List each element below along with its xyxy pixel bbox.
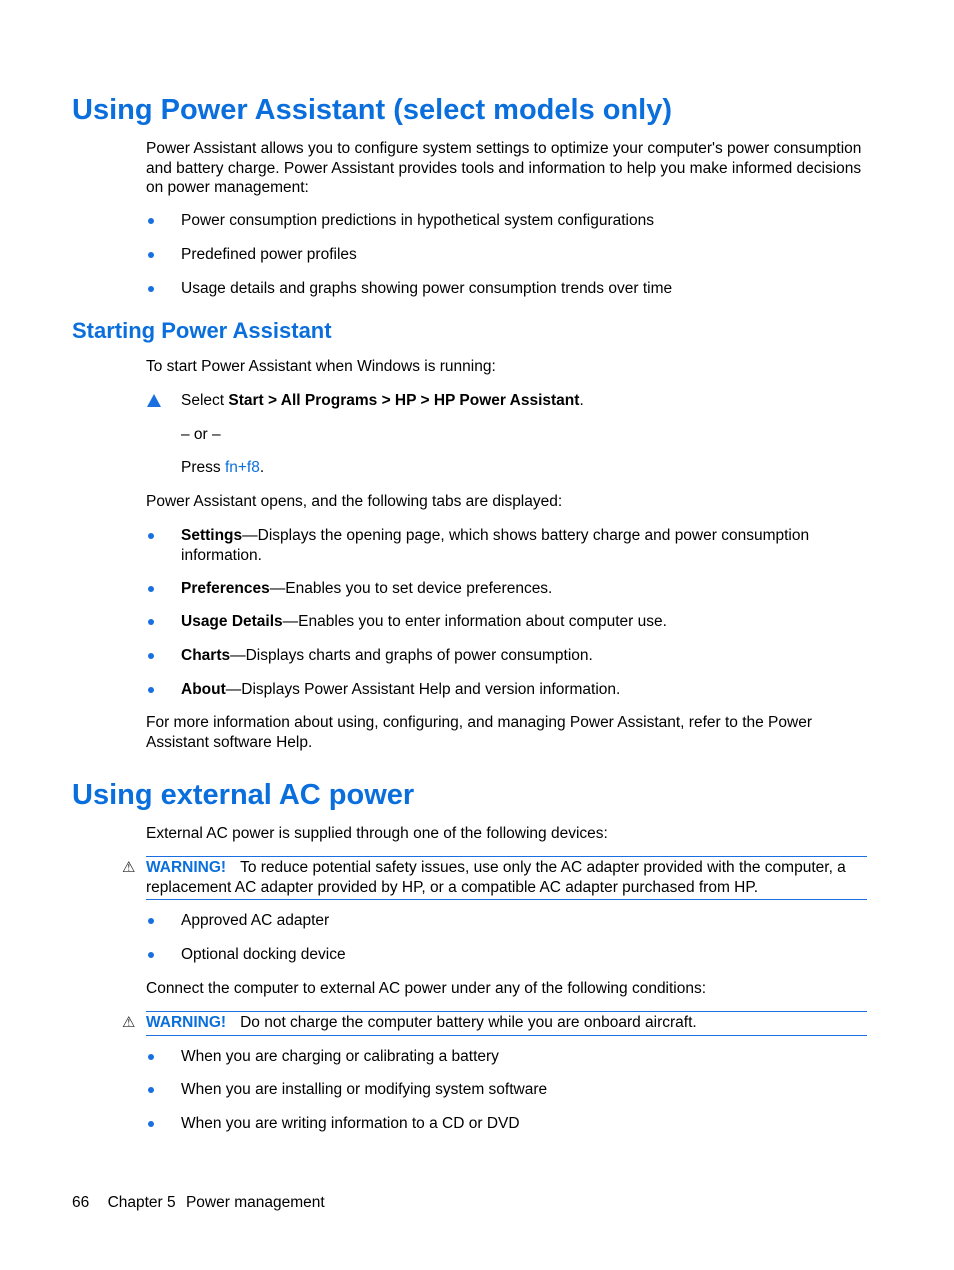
key-combo-link[interactable]: fn+f8 [224, 459, 260, 476]
list-item-text: When you are installing or modifying system software [181, 1081, 548, 1098]
bullet-dot [148, 619, 154, 625]
list-item-text: Optional docking device [181, 946, 346, 963]
tab-desc: —Enables you to enter information about computer use. [282, 613, 667, 630]
tab-name: Usage Details [181, 613, 283, 630]
page-title: Using Power Assistant (select models only) [72, 94, 673, 126]
paragraph: External AC power is supplied through one of the following devices: [146, 825, 608, 842]
list-item-text: Predefined power profiles [181, 246, 357, 263]
bullet-dot [148, 218, 154, 224]
list-item [146, 680, 871, 700]
list-item [146, 646, 871, 666]
list-item [146, 579, 871, 599]
list-item [146, 211, 871, 231]
tab-name: Preferences [181, 580, 270, 597]
intro-paragraph: Power Assistant allows you to configure system settings to optimize your computer's power consumption and battery charge. Power Assistant provides tools and information to help you make informed decisions on power management: [146, 140, 862, 196]
bullet-dot [148, 286, 154, 292]
or-separator: – or – [181, 426, 221, 443]
tab-name: Settings [181, 527, 243, 544]
bullet-dot [148, 952, 154, 958]
tab-desc: —Enables you to set device preferences. [269, 580, 553, 597]
press-suffix: . [259, 459, 265, 476]
list-item [146, 612, 871, 632]
list-item-text: Power consumption predictions in hypothetical system configurations [181, 212, 654, 229]
tab-desc: —Displays the opening page, which shows battery charge and power consumption information. [181, 527, 810, 564]
bullet-dot [148, 1054, 154, 1060]
step-text: Select [181, 392, 229, 409]
press-step [181, 458, 264, 478]
press-text: Press [181, 459, 225, 476]
list-item-text: Usage details and graphs showing power consumption trends over time [181, 280, 673, 297]
bullet-dot [148, 653, 154, 659]
bullet-dot [148, 252, 154, 258]
paragraph: Connect the computer to external AC power under any of the following conditions: [146, 980, 707, 997]
section-heading: Starting Power Assistant [72, 318, 332, 343]
page-number: 66 [72, 1194, 90, 1211]
bullet-dot [148, 586, 154, 592]
menu-path: Start > All Programs > HP > HP Power Assistant [228, 392, 580, 409]
list-item [146, 945, 871, 965]
bullet-dot [148, 687, 154, 693]
list-item-text: When you are charging or calibrating a battery [181, 1048, 499, 1065]
triangle-step-icon [147, 394, 161, 407]
list-item [146, 1114, 871, 1134]
warning-label: WARNING! [146, 859, 227, 876]
section-title: Using external AC power [72, 779, 415, 811]
chapter-title: Power management [185, 1194, 325, 1211]
tab-name: Charts [181, 647, 231, 664]
list-item [146, 526, 871, 565]
warning-box [146, 856, 867, 900]
warning-triangle-icon: ⚠ [122, 1014, 136, 1031]
paragraph: For more information about using, configuring, and managing Power Assistant, refer to the Power Assistant software Help. [146, 714, 812, 751]
warning-text: To reduce potential safety issues, use only the AC adapter provided with the computer, a replacement AC adapter provided by HP, or a compatible AC adapter purchased from HP. [146, 859, 846, 896]
tab-desc: —Displays charts and graphs of power consumption. [230, 647, 593, 664]
step-suffix: . [579, 392, 584, 409]
warning-box [146, 1011, 867, 1036]
tab-name: About [181, 681, 226, 698]
bullet-dot [148, 1121, 154, 1127]
list-item-text: Approved AC adapter [181, 912, 330, 929]
list-item [146, 245, 871, 265]
tab-desc: —Displays Power Assistant Help and version information. [225, 681, 621, 698]
list-item [146, 1080, 871, 1100]
warning-text: Do not charge the computer battery while you are onboard aircraft. [240, 1014, 697, 1031]
bullet-dot [148, 918, 154, 924]
list-item [146, 1047, 871, 1067]
chapter-label: Chapter 5 [107, 1194, 176, 1211]
step-item [146, 391, 871, 411]
list-item [146, 911, 871, 931]
page-footer [72, 1193, 325, 1213]
paragraph: To start Power Assistant when Windows is running: [146, 358, 496, 375]
bullet-dot [148, 533, 154, 539]
list-item-text: When you are writing information to a CD or DVD [181, 1115, 520, 1132]
list-item [146, 279, 871, 299]
warning-label: WARNING! [146, 1014, 227, 1031]
warning-triangle-icon: ⚠ [122, 859, 136, 876]
paragraph: Power Assistant opens, and the following tabs are displayed: [146, 493, 563, 510]
bullet-dot [148, 1087, 154, 1093]
